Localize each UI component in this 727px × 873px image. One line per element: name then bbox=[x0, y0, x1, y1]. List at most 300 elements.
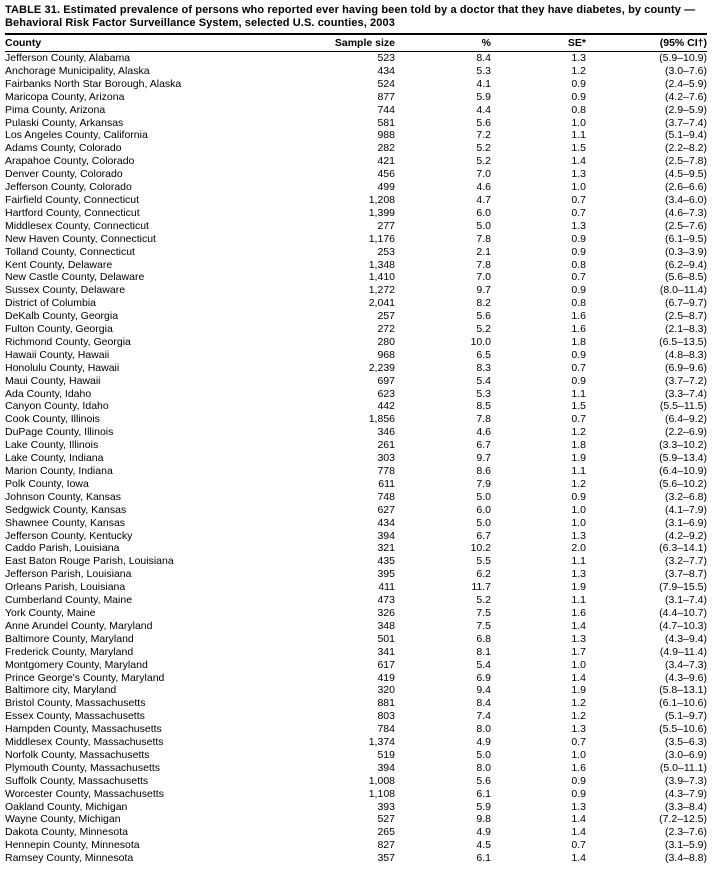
ci-cell: (6.7–9.7) bbox=[664, 297, 707, 310]
ci-cell: (3.4–7.3) bbox=[664, 658, 707, 671]
percent-cell: 8.0 bbox=[476, 723, 491, 736]
se-cell: 1.9 bbox=[571, 452, 586, 465]
table-row bbox=[5, 697, 707, 710]
se-cell: 1.1 bbox=[571, 465, 586, 477]
se-cell: 1.4 bbox=[571, 671, 586, 684]
se-cell: 1.9 bbox=[571, 684, 586, 697]
percent-cell: 5.9 bbox=[476, 800, 491, 813]
table-row bbox=[5, 517, 707, 530]
se-cell: 1.6 bbox=[571, 606, 586, 619]
county-cell: Anchorage Municipality, Alaska bbox=[5, 64, 150, 77]
ci-cell: (3.2–6.8) bbox=[664, 490, 707, 503]
table-row bbox=[5, 297, 707, 310]
county-cell: Baltimore County, Maryland bbox=[5, 632, 134, 645]
sample-size-cell: 697 bbox=[377, 374, 395, 387]
table-title-line1: TABLE 31. Estimated prevalence of persons who reported ever having been told by a doctor that they have diabetes, by county — bbox=[5, 4, 696, 16]
county-cell: Marion County, Indiana bbox=[5, 465, 113, 477]
table-row bbox=[5, 542, 707, 555]
county-cell: Los Angeles County, California bbox=[5, 129, 148, 142]
sample-size-cell: 303 bbox=[377, 452, 395, 465]
ci-cell: (6.5–13.5) bbox=[659, 335, 707, 348]
county-cell: Maricopa County, Arizona bbox=[5, 90, 125, 103]
sample-size-cell: 341 bbox=[377, 645, 395, 658]
ci-cell: (4.3–9.6) bbox=[664, 671, 707, 684]
percent-cell: 8.2 bbox=[476, 297, 491, 310]
col-header-sample-size: Sample size bbox=[295, 35, 395, 52]
sample-size-cell: 1,399 bbox=[368, 206, 395, 219]
county-cell: Ramsey County, Minnesota bbox=[5, 852, 134, 865]
percent-cell: 5.5 bbox=[476, 555, 491, 568]
county-cell: Baltimore city, Maryland bbox=[5, 684, 117, 697]
county-cell: York County, Maine bbox=[5, 606, 96, 619]
ci-cell: (6.4–10.9) bbox=[659, 465, 707, 477]
se-cell: 0.7 bbox=[571, 413, 586, 426]
ci-cell: (5.9–13.4) bbox=[659, 452, 707, 465]
ci-cell: (3.2–7.7) bbox=[664, 555, 707, 568]
ci-cell: (6.1–9.5) bbox=[664, 232, 707, 245]
percent-cell: 7.5 bbox=[476, 606, 491, 619]
percent-cell: 9.8 bbox=[476, 813, 491, 826]
percent-cell: 9.7 bbox=[476, 284, 491, 297]
table-row bbox=[5, 555, 707, 568]
sample-size-cell: 253 bbox=[377, 245, 395, 258]
county-cell: Oakland County, Michigan bbox=[5, 800, 128, 813]
table-row bbox=[5, 607, 707, 620]
table-row bbox=[5, 117, 707, 130]
table-row bbox=[5, 323, 707, 336]
ci-cell: (4.1–7.9) bbox=[664, 503, 707, 516]
col-header-percent: % bbox=[395, 35, 491, 52]
percent-cell: 4.9 bbox=[476, 826, 491, 839]
ci-cell: (3.7–7.2) bbox=[664, 374, 707, 387]
county-cell: Montgomery County, Maryland bbox=[5, 658, 148, 671]
sample-size-cell: 1,208 bbox=[368, 193, 395, 206]
county-cell: Orleans Parish, Louisiana bbox=[5, 581, 126, 594]
county-cell: Polk County, Iowa bbox=[5, 477, 89, 490]
table-row bbox=[5, 284, 707, 297]
county-cell: Hartford County, Connecticut bbox=[5, 206, 140, 219]
sample-size-cell: 501 bbox=[377, 632, 395, 645]
percent-cell: 11.7 bbox=[471, 581, 491, 594]
county-cell: Cumberland County, Maine bbox=[5, 594, 133, 607]
se-cell: 1.1 bbox=[571, 594, 586, 607]
ci-cell: (3.3–8.4) bbox=[664, 800, 707, 813]
ci-cell: (2.9–5.9) bbox=[664, 103, 707, 116]
se-cell: 2.0 bbox=[571, 542, 586, 555]
se-cell: 1.2 bbox=[571, 477, 586, 490]
se-cell: 1.4 bbox=[571, 813, 586, 826]
table-row bbox=[5, 439, 707, 452]
table-row bbox=[5, 788, 707, 801]
ci-cell: (5.6–8.5) bbox=[664, 271, 707, 284]
percent-cell: 5.4 bbox=[476, 374, 491, 387]
table-row bbox=[5, 736, 707, 749]
table-row bbox=[5, 426, 707, 439]
sample-size-cell: 265 bbox=[377, 826, 395, 839]
percent-cell: 5.0 bbox=[476, 516, 491, 529]
percent-cell: 8.4 bbox=[476, 697, 491, 710]
table-row bbox=[5, 336, 707, 349]
sample-size-cell: 827 bbox=[377, 839, 395, 852]
sample-size-cell: 581 bbox=[377, 116, 395, 129]
county-cell: Richmond County, Georgia bbox=[5, 335, 131, 348]
sample-size-cell: 778 bbox=[377, 465, 395, 477]
table-row bbox=[5, 375, 707, 388]
table-row bbox=[5, 723, 707, 736]
col-header-ci: (95% CI†) bbox=[586, 35, 707, 52]
table-row bbox=[5, 400, 707, 413]
ci-cell: (6.2–9.4) bbox=[664, 258, 707, 271]
se-cell: 1.5 bbox=[571, 400, 586, 413]
table-row bbox=[5, 478, 707, 491]
sample-size-cell: 748 bbox=[377, 490, 395, 503]
percent-cell: 5.6 bbox=[476, 310, 491, 323]
se-cell: 0.8 bbox=[571, 103, 586, 116]
table-row bbox=[5, 852, 707, 865]
county-cell: Caddo Parish, Louisiana bbox=[5, 542, 120, 555]
sample-size-cell: 1,272 bbox=[368, 284, 395, 297]
percent-cell: 5.2 bbox=[476, 323, 491, 336]
sample-size-cell: 442 bbox=[377, 400, 395, 413]
county-cell: Arapahoe County, Colorado bbox=[5, 155, 135, 168]
county-cell: Sussex County, Delaware bbox=[5, 284, 126, 297]
header-row bbox=[5, 35, 707, 52]
sample-size-cell: 1,348 bbox=[368, 258, 395, 271]
county-cell: District of Columbia bbox=[5, 297, 97, 310]
county-cell: Jefferson County, Colorado bbox=[5, 181, 132, 194]
ci-cell: (4.2–7.6) bbox=[664, 90, 707, 103]
percent-cell: 7.8 bbox=[476, 232, 491, 245]
se-cell: 1.0 bbox=[571, 181, 586, 194]
se-cell: 0.9 bbox=[571, 490, 586, 503]
se-cell: 1.3 bbox=[571, 52, 586, 64]
table-row bbox=[5, 465, 707, 478]
table-row bbox=[5, 620, 707, 633]
table-row bbox=[5, 104, 707, 117]
col-header-county: County bbox=[5, 35, 295, 52]
county-cell: Hawaii County, Hawaii bbox=[5, 348, 110, 361]
sample-size-cell: 473 bbox=[377, 594, 395, 607]
table-row bbox=[5, 259, 707, 272]
prevalence-table bbox=[5, 35, 707, 865]
ci-cell: (4.2–9.2) bbox=[664, 529, 707, 542]
percent-cell: 5.6 bbox=[476, 774, 491, 787]
ci-cell: (4.5–9.5) bbox=[664, 168, 707, 181]
county-cell: Tolland County, Connecticut bbox=[5, 245, 135, 258]
sample-size-cell: 523 bbox=[377, 52, 395, 64]
col-header-se: SE* bbox=[491, 35, 586, 52]
ci-cell: (5.8–13.1) bbox=[659, 684, 707, 697]
se-cell: 1.0 bbox=[571, 748, 586, 761]
percent-cell: 10.0 bbox=[470, 335, 491, 348]
sample-size-cell: 395 bbox=[377, 568, 395, 581]
se-cell: 1.1 bbox=[571, 555, 586, 568]
county-cell: Fulton County, Georgia bbox=[5, 323, 113, 336]
percent-cell: 8.4 bbox=[476, 52, 491, 64]
sample-size-cell: 394 bbox=[377, 761, 395, 774]
table-row bbox=[5, 310, 707, 323]
table-row bbox=[5, 220, 707, 233]
se-cell: 1.1 bbox=[571, 387, 586, 400]
se-cell: 0.8 bbox=[571, 297, 586, 310]
percent-cell: 5.2 bbox=[476, 594, 491, 607]
se-cell: 1.5 bbox=[571, 142, 586, 155]
ci-cell: (2.3–7.6) bbox=[664, 826, 707, 839]
sample-size-cell: 499 bbox=[377, 181, 395, 194]
percent-cell: 7.5 bbox=[476, 619, 491, 632]
county-cell: Lake County, Indiana bbox=[5, 452, 104, 465]
se-cell: 0.8 bbox=[571, 258, 586, 271]
sample-size-cell: 1,410 bbox=[368, 271, 395, 284]
se-cell: 1.3 bbox=[571, 800, 586, 813]
se-cell: 1.4 bbox=[571, 852, 586, 865]
table-body bbox=[5, 52, 707, 866]
se-cell: 0.7 bbox=[571, 271, 586, 284]
ci-cell: (3.4–8.8) bbox=[664, 852, 707, 865]
ci-cell: (3.9–7.3) bbox=[664, 774, 707, 787]
se-cell: 0.9 bbox=[571, 245, 586, 258]
ci-cell: (2.1–8.3) bbox=[664, 323, 707, 336]
sample-size-cell: 257 bbox=[377, 310, 395, 323]
se-cell: 1.4 bbox=[571, 826, 586, 839]
ci-cell: (2.2–6.9) bbox=[664, 426, 707, 439]
sample-size-cell: 419 bbox=[377, 671, 395, 684]
county-cell: Jefferson County, Kentucky bbox=[5, 529, 133, 542]
percent-cell: 9.4 bbox=[476, 684, 491, 697]
county-cell: Denver County, Colorado bbox=[5, 168, 123, 181]
se-cell: 1.2 bbox=[571, 64, 586, 77]
sample-size-cell: 357 bbox=[377, 852, 395, 865]
table-row bbox=[5, 129, 707, 142]
sample-size-cell: 519 bbox=[377, 748, 395, 761]
percent-cell: 7.4 bbox=[476, 710, 491, 723]
se-cell: 1.4 bbox=[571, 155, 586, 168]
ci-cell: (5.1–9.4) bbox=[664, 129, 707, 142]
ci-cell: (6.3–14.1) bbox=[659, 542, 707, 555]
table-row bbox=[5, 491, 707, 504]
se-cell: 1.8 bbox=[571, 439, 586, 452]
percent-cell: 7.8 bbox=[476, 258, 491, 271]
sample-size-cell: 524 bbox=[377, 77, 395, 90]
table-row bbox=[5, 646, 707, 659]
county-cell: Ada County, Idaho bbox=[5, 387, 92, 400]
percent-cell: 4.7 bbox=[476, 193, 491, 206]
sample-size-cell: 527 bbox=[377, 813, 395, 826]
sample-size-cell: 2,041 bbox=[368, 297, 395, 310]
se-cell: 1.0 bbox=[571, 116, 586, 129]
table-row bbox=[5, 504, 707, 517]
county-cell: DuPage County, Illinois bbox=[5, 426, 114, 439]
se-cell: 0.9 bbox=[571, 284, 586, 297]
ci-cell: (5.0–11.1) bbox=[659, 761, 707, 774]
ci-cell: (2.2–8.2) bbox=[664, 142, 707, 155]
ci-cell: (3.0–7.6) bbox=[664, 64, 707, 77]
table-row bbox=[5, 672, 707, 685]
ci-cell: (0.3–3.9) bbox=[664, 245, 707, 258]
percent-cell: 4.5 bbox=[476, 839, 491, 852]
se-cell: 1.6 bbox=[571, 323, 586, 336]
table-row bbox=[5, 749, 707, 762]
percent-cell: 8.0 bbox=[476, 761, 491, 774]
sample-size-cell: 877 bbox=[377, 90, 395, 103]
percent-cell: 7.2 bbox=[476, 129, 491, 142]
percent-cell: 5.9 bbox=[476, 90, 491, 103]
ci-cell: (4.4–10.7) bbox=[659, 606, 707, 619]
county-cell: Adams County, Colorado bbox=[5, 142, 122, 155]
table-row bbox=[5, 65, 707, 78]
county-cell: Jefferson Parish, Louisiana bbox=[5, 568, 132, 581]
percent-cell: 10.2 bbox=[470, 542, 491, 555]
percent-cell: 5.2 bbox=[476, 155, 491, 168]
sample-size-cell: 1,856 bbox=[368, 413, 395, 426]
county-cell: Pima County, Arizona bbox=[5, 103, 106, 116]
percent-cell: 7.8 bbox=[476, 413, 491, 426]
ci-cell: (2.6–6.6) bbox=[664, 181, 707, 194]
county-cell: Johnson County, Kansas bbox=[5, 490, 121, 503]
sample-size-cell: 421 bbox=[377, 155, 395, 168]
ci-cell: (3.1–7.4) bbox=[664, 594, 707, 607]
sample-size-cell: 744 bbox=[377, 103, 395, 116]
sample-size-cell: 881 bbox=[377, 697, 395, 710]
table-row bbox=[5, 78, 707, 91]
ci-cell: (5.6–10.2) bbox=[659, 477, 707, 490]
county-cell: Anne Arundel County, Maryland bbox=[5, 619, 153, 632]
percent-cell: 6.5 bbox=[476, 348, 491, 361]
sample-size-cell: 320 bbox=[377, 684, 395, 697]
table-row bbox=[5, 349, 707, 362]
percent-cell: 8.1 bbox=[476, 645, 491, 658]
se-cell: 1.2 bbox=[571, 710, 586, 723]
table-row bbox=[5, 581, 707, 594]
se-cell: 1.0 bbox=[571, 503, 586, 516]
table-row bbox=[5, 413, 707, 426]
se-cell: 1.4 bbox=[571, 619, 586, 632]
county-cell: New Haven County, Connecticut bbox=[5, 232, 156, 245]
table-row bbox=[5, 246, 707, 259]
ci-cell: (6.9–9.6) bbox=[664, 361, 707, 374]
percent-cell: 4.6 bbox=[476, 181, 491, 194]
se-cell: 1.3 bbox=[571, 723, 586, 736]
county-cell: Canyon County, Idaho bbox=[5, 400, 109, 413]
table-row bbox=[5, 452, 707, 465]
percent-cell: 8.6 bbox=[476, 465, 491, 477]
se-cell: 0.9 bbox=[571, 787, 586, 800]
ci-cell: (4.6–7.3) bbox=[664, 206, 707, 219]
se-cell: 0.9 bbox=[571, 774, 586, 787]
sample-size-cell: 435 bbox=[377, 555, 395, 568]
percent-cell: 5.0 bbox=[476, 490, 491, 503]
percent-cell: 7.0 bbox=[476, 271, 491, 284]
ci-cell: (2.5–7.6) bbox=[664, 219, 707, 232]
percent-cell: 4.9 bbox=[476, 736, 491, 749]
se-cell: 0.9 bbox=[571, 77, 586, 90]
se-cell: 1.6 bbox=[571, 761, 586, 774]
ci-cell: (3.3–10.2) bbox=[659, 439, 707, 452]
percent-cell: 5.2 bbox=[476, 142, 491, 155]
sample-size-cell: 1,176 bbox=[368, 232, 395, 245]
table-row bbox=[5, 142, 707, 155]
ci-cell: (5.1–9.7) bbox=[664, 710, 707, 723]
ci-cell: (2.5–8.7) bbox=[664, 310, 707, 323]
se-cell: 1.6 bbox=[571, 310, 586, 323]
county-cell: Lake County, Illinois bbox=[5, 439, 99, 452]
county-cell: Essex County, Massachusetts bbox=[5, 710, 145, 723]
se-cell: 0.9 bbox=[571, 90, 586, 103]
table-row bbox=[5, 826, 707, 839]
percent-cell: 2.1 bbox=[476, 245, 491, 258]
county-cell: Honolulu County, Hawaii bbox=[5, 361, 120, 374]
table-row bbox=[5, 233, 707, 246]
se-cell: 0.9 bbox=[571, 374, 586, 387]
se-cell: 1.7 bbox=[571, 645, 586, 658]
percent-cell: 4.6 bbox=[476, 426, 491, 439]
percent-cell: 6.7 bbox=[476, 529, 491, 542]
percent-cell: 6.0 bbox=[476, 206, 491, 219]
sample-size-cell: 623 bbox=[377, 387, 395, 400]
ci-cell: (3.4–6.0) bbox=[664, 193, 707, 206]
se-cell: 1.9 bbox=[571, 581, 586, 594]
county-cell: Cook County, Illinois bbox=[5, 413, 100, 426]
se-cell: 1.1 bbox=[571, 129, 586, 142]
county-cell: Worcester County, Massachusetts bbox=[5, 787, 164, 800]
ci-cell: (4.7–10.3) bbox=[659, 619, 707, 632]
sample-size-cell: 272 bbox=[377, 323, 395, 336]
percent-cell: 5.4 bbox=[476, 658, 491, 671]
sample-size-cell: 1,108 bbox=[368, 787, 395, 800]
county-cell: Maui County, Hawaii bbox=[5, 374, 101, 387]
county-cell: Frederick County, Maryland bbox=[5, 645, 134, 658]
sample-size-cell: 346 bbox=[377, 426, 395, 439]
county-cell: Norfolk County, Massachusetts bbox=[5, 748, 150, 761]
se-cell: 0.7 bbox=[571, 193, 586, 206]
county-cell: Fairbanks North Star Borough, Alaska bbox=[5, 77, 182, 90]
ci-cell: (3.0–6.9) bbox=[664, 748, 707, 761]
sample-size-cell: 988 bbox=[377, 129, 395, 142]
table-row bbox=[5, 271, 707, 284]
se-cell: 0.9 bbox=[571, 348, 586, 361]
percent-cell: 6.0 bbox=[476, 503, 491, 516]
county-cell: Middlesex County, Connecticut bbox=[5, 219, 149, 232]
county-cell: Dakota County, Minnesota bbox=[5, 826, 128, 839]
table-row bbox=[5, 710, 707, 723]
sample-size-cell: 611 bbox=[378, 477, 395, 490]
ci-cell: (3.1–5.9) bbox=[664, 839, 707, 852]
se-cell: 0.7 bbox=[571, 839, 586, 852]
se-cell: 1.2 bbox=[571, 426, 586, 439]
sample-size-cell: 282 bbox=[377, 142, 395, 155]
sample-size-cell: 261 bbox=[377, 439, 395, 452]
ci-cell: (6.4–9.2) bbox=[664, 413, 707, 426]
percent-cell: 5.3 bbox=[476, 387, 491, 400]
ci-cell: (2.4–5.9) bbox=[664, 77, 707, 90]
percent-cell: 8.5 bbox=[476, 400, 491, 413]
county-cell: DeKalb County, Georgia bbox=[5, 310, 119, 323]
county-cell: Fairfield County, Connecticut bbox=[5, 193, 140, 206]
sample-size-cell: 348 bbox=[377, 619, 395, 632]
sample-size-cell: 277 bbox=[377, 219, 395, 232]
percent-cell: 6.9 bbox=[476, 671, 491, 684]
ci-cell: (3.7–7.4) bbox=[664, 116, 707, 129]
county-cell: Suffolk County, Massachusetts bbox=[5, 774, 149, 787]
se-cell: 1.0 bbox=[571, 516, 586, 529]
table-row bbox=[5, 801, 707, 814]
percent-cell: 9.7 bbox=[476, 452, 491, 465]
table-row bbox=[5, 659, 707, 672]
ci-cell: (5.9–10.9) bbox=[659, 52, 707, 64]
se-cell: 1.3 bbox=[571, 568, 586, 581]
ci-cell: (5.5–10.6) bbox=[659, 723, 707, 736]
county-cell: Bristol County, Massachusetts bbox=[5, 697, 146, 710]
